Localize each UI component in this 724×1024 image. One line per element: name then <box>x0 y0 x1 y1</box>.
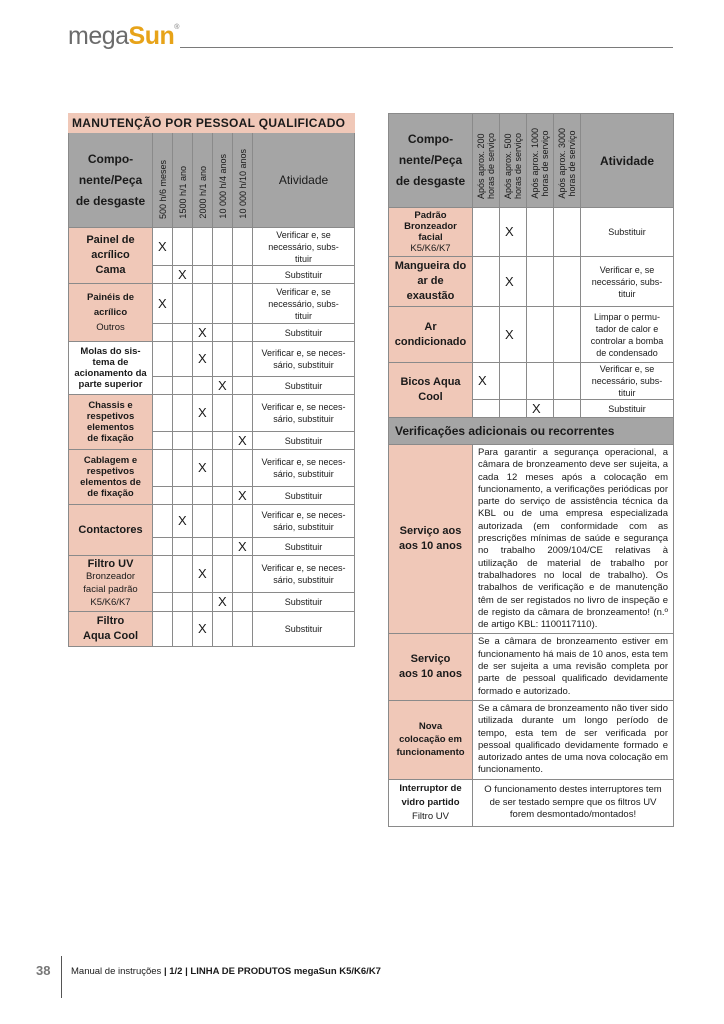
check-mark: X <box>193 450 213 487</box>
table-row <box>69 556 355 593</box>
component-cell: Mangueira do ar de exaustão <box>389 257 473 307</box>
logo-text-mega: mega <box>68 22 129 50</box>
table-row <box>69 612 355 647</box>
component-cell: Filtro UV Bronzeador facial padrão K5/K6/K7 <box>69 556 153 612</box>
header-component: Compo- nente/Peça de desgaste <box>69 133 153 228</box>
activity-cell: Verificar e, se necessário, subs- tituir <box>581 257 674 307</box>
table-row <box>69 342 355 377</box>
header-interval-3: 2000 h/1 ano <box>193 133 213 228</box>
check-description: O funcionamento destes interruptores tem de ser testado sempre que os filtros UV forem desmontado/montados! <box>473 779 674 826</box>
component-cell: Molas do sis- tema de acionamento da parte superior <box>69 342 153 395</box>
component-cell: Bicos Aqua Cool <box>389 363 473 418</box>
component-cell: Contactores <box>69 505 153 556</box>
check-mark: X <box>233 538 253 556</box>
logo-text-sun: Sun <box>128 22 175 50</box>
check-mark: X <box>527 400 554 418</box>
check-mark: X <box>193 395 213 432</box>
table-row <box>389 363 674 400</box>
table-row <box>69 450 355 487</box>
page-number: 38 <box>36 963 51 978</box>
activity-cell: Verificar e, se necessário, subs- tituir <box>253 284 355 324</box>
component-cell: Cablagem e respetivos elementos de de fixação <box>69 450 153 505</box>
activity-cell: Verificar e, se neces- sário, substituir <box>253 556 355 593</box>
activity-cell: Verificar e, se necessário, subs- tituir <box>581 363 674 400</box>
check-mark: X <box>500 257 527 307</box>
additional-checks-table <box>388 417 674 827</box>
activity-cell: Verificar e, se necessário, subs- tituir <box>253 228 355 266</box>
activity-cell: Substituir <box>253 538 355 556</box>
table-row <box>389 208 674 257</box>
check-mark: X <box>173 266 193 284</box>
check-mark: X <box>193 612 213 647</box>
activity-cell: Verificar e, se neces- sário, substituir <box>253 505 355 538</box>
check-mark: X <box>193 556 213 593</box>
header-interval-4: 10 000 h/4 anos <box>213 133 233 228</box>
header-interval-2: 1500 h/1 ano <box>173 133 193 228</box>
table-row <box>69 284 355 324</box>
check-mark: X <box>193 342 213 377</box>
header-interval-1: Após aprox. 200 horas de serviço <box>473 114 500 208</box>
megasun-logo <box>68 22 179 51</box>
activity-cell: Substituir <box>253 324 355 342</box>
table-row <box>69 228 355 266</box>
check-description: Se a câmara de bronzeamento estiver em funcionamento há mais de 10 anos, esta tem de ser sujeita a uma revisão completa por parte de pessoal qualificado devidamente formado e autorizado. <box>473 634 674 700</box>
check-mark: X <box>500 307 527 363</box>
footer-divider <box>61 956 62 998</box>
header-component: Compo- nente/Peça de desgaste <box>389 114 473 208</box>
maintenance-table-qualified <box>68 113 355 647</box>
component-cell: Painéis de acrílico Outros <box>69 284 153 342</box>
check-mark: X <box>233 487 253 505</box>
component-cell: Serviço aos aos 10 anos <box>389 445 473 634</box>
activity-cell: Verificar e, se neces- sário, substituir <box>253 450 355 487</box>
header-interval-5: 10 000 h/10 anos <box>233 133 253 228</box>
table-row <box>389 257 674 307</box>
check-description: Para garantir a segurança operacional, a câmara de bronzeamento deve ser sujeita, a cada 12 meses após a colocação em funcionamento, a verificações periódicas por parte do serviço de assistência técnica da KBL ou de uma empresa especializada autorizada (em conformidade com as prescrições mínimas de saúde e segurança no trabalho 2009/104/CE relativas à utilização de material de trabalho por trabalhadores no local de trabalho). Os trabalhos de verificação e de manutenção têm de ser registados no livro de inspeção e de registo da câmara de bronzeamento! (n.º de artigo KBL: 1100117110). <box>473 445 674 634</box>
activity-cell: Substituir <box>253 377 355 395</box>
table-row <box>389 700 674 779</box>
component-cell: Interruptor de vidro partido Filtro UV <box>389 779 473 826</box>
check-mark: X <box>153 228 173 266</box>
table-row <box>69 395 355 432</box>
maintenance-table-hours <box>388 113 674 418</box>
component-cell: Chassis e respetivos elementos de fixação <box>69 395 153 450</box>
component-cell: Painel de acrílico Cama <box>69 228 153 284</box>
check-mark: X <box>213 377 233 395</box>
component-cell: Filtro Aqua Cool <box>69 612 153 647</box>
activity-cell: Substituir <box>581 400 674 418</box>
table-title: Verificações adicionais ou recorrentes <box>389 418 674 445</box>
header-rule <box>180 47 673 48</box>
check-description: Se a câmara de bronzeamento não tiver sido utilizada durante um longo período de tempo, esta tem de ser verificada por pessoal qualificado devidamente formado e autorizado antes de uma nova colocação em funcionamento. <box>473 700 674 779</box>
table-row <box>389 779 674 826</box>
activity-cell: Limpar o permu- tador de calor e controlar a bomba de condensado <box>581 307 674 363</box>
check-mark: X <box>213 592 233 611</box>
header-activity: Atividade <box>253 133 355 228</box>
footer-text: Manual de instruções | 1/2 | LINHA DE PRODUTOS megaSun K5/K6/K7 <box>71 966 381 977</box>
header-interval-1: 500 h/6 meses <box>153 133 173 228</box>
table-title: MANUTENÇÃO POR PESSOAL QUALIFICADO <box>69 114 355 133</box>
activity-cell: Substituir <box>253 592 355 611</box>
component-cell: Nova colocação em funcionamento <box>389 700 473 779</box>
header-interval-2: Após aprox. 500 horas de serviço <box>500 114 527 208</box>
header-activity: Atividade <box>581 114 674 208</box>
table-row <box>389 445 674 634</box>
logo-registered-mark: ® <box>174 24 179 31</box>
check-mark: X <box>153 284 173 324</box>
table-row <box>389 634 674 700</box>
activity-cell: Substituir <box>253 266 355 284</box>
check-mark: X <box>473 363 500 400</box>
activity-cell: Substituir <box>253 432 355 450</box>
header-interval-4: Após aprox. 3000 horas de serviço <box>554 114 581 208</box>
table-row <box>69 505 355 538</box>
component-cell: Serviço aos 10 anos <box>389 634 473 700</box>
table-row <box>389 307 674 363</box>
check-mark: X <box>500 208 527 257</box>
header-interval-3: Após aprox. 1000 horas de serviço <box>527 114 554 208</box>
component-cell: Ar condicionado <box>389 307 473 363</box>
activity-cell: Verificar e, se neces- sário, substituir <box>253 395 355 432</box>
check-mark: X <box>233 432 253 450</box>
activity-cell: Substituir <box>253 487 355 505</box>
component-cell: Padrão Bronzeador facial K5/K6/K7 <box>389 208 473 257</box>
check-mark: X <box>193 324 213 342</box>
activity-cell: Substituir <box>581 208 674 257</box>
activity-cell: Verificar e, se neces- sário, substituir <box>253 342 355 377</box>
check-mark: X <box>173 505 193 538</box>
activity-cell: Substituir <box>253 612 355 647</box>
